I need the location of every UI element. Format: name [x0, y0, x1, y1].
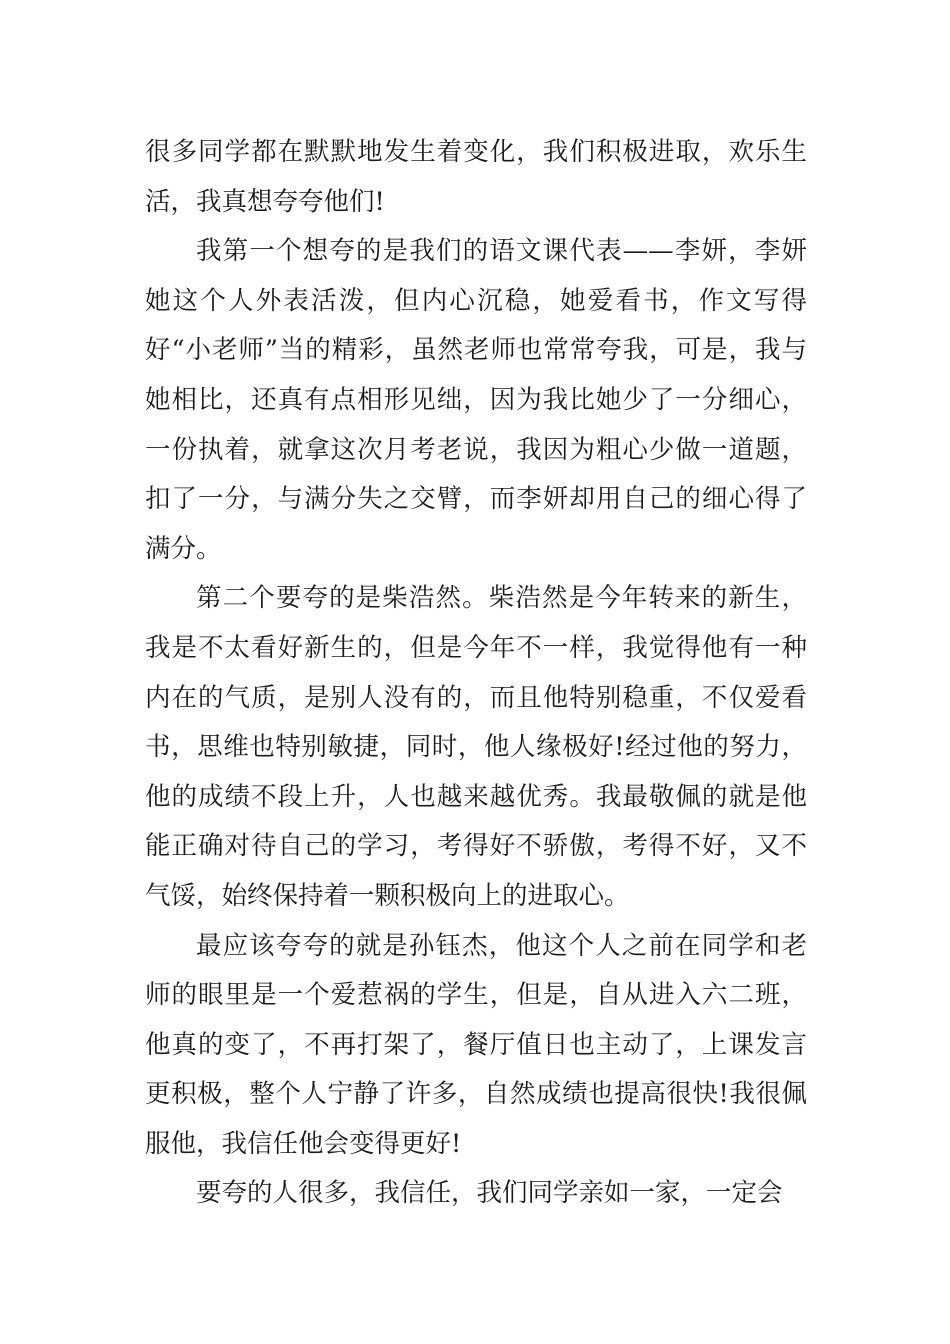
body-text: [145, 128, 807, 1219]
paragraph-continuation: 很多同学都在默默地发生着变化，我们积极进取，欢乐生活，我真想夸夸他们!: [145, 137, 807, 217]
paragraph-chai-haoran: 第二个要夸的是柴浩然。柴浩然是今年转来的新生，我是不太看好新生的，但是今年不一样，我觉得他有一种内在的气质，是别人没有的，而且他特别稳重，不仅爱看书，思维也特别敏捷，同时，他人缘极好!经过他的努力，他的成绩不段上升，人也越来越优秀。我最敬佩的就是他能正确对待自己的学习，考得好不骄傲，考得不好，又不气馁，始终保持着一颗积极向上的进取心。: [145, 583, 807, 911]
paragraph-li-yan: 我第一个想夸的是我们的语文课代表——李妍，李妍她这个人外表活泼，但内心沉稳，她爱看书，作文写得好“小老师”当的精彩，虽然老师也常常夸我，可是，我与她相比，还真有点相形见绌，因为我比她少了一分细心，一份执着，就拿这次月考老说，我因为粗心少做一道题，扣了一分，与满分失之交臂，而李妍却用自己的细心得了满分。: [145, 236, 807, 564]
paragraph-closing: 要夸的人很多，我信任，我们同学亲如一家，一定会: [196, 1178, 783, 1209]
paragraph-sun-yujie: 最应该夸夸的就是孙钰杰，他这个人之前在同学和老师的眼里是一个爱惹祸的学生，但是，自从进入六二班，他真的变了，不再打架了，餐厅值日也主动了，上课发言更积极，整个人宁静了许多，自然成绩也提高很快!我很佩服他，我信任他会变得更好!: [145, 930, 807, 1159]
